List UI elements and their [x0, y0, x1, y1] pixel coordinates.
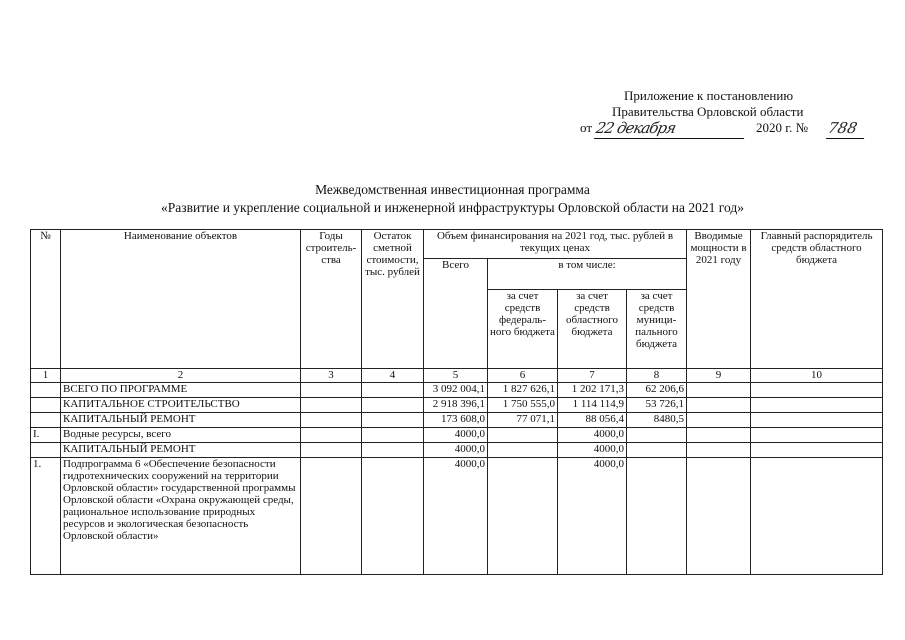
from-label: от: [580, 120, 593, 135]
appendix-line-1: Приложение к постановлению: [624, 88, 794, 103]
col-number: 8: [627, 369, 687, 383]
header-federal: за счет средств федераль-ного бюджета: [488, 290, 558, 369]
cell-name: Водные ресурсы, всего: [61, 428, 301, 443]
header-including: в том числе:: [488, 259, 687, 290]
cell-regional: 1 114 114,9: [558, 398, 627, 413]
col-number: 5: [424, 369, 488, 383]
cell-manager: [751, 458, 883, 575]
cell-total: 4000,0: [424, 428, 488, 443]
handwritten-date: 22 декабря: [594, 120, 748, 139]
appendix-line-2: Правительства Орловской области: [612, 104, 804, 119]
header-num: №: [31, 230, 61, 369]
col-number: 6: [488, 369, 558, 383]
cell-total: 4000,0: [424, 443, 488, 458]
cell-manager: [751, 383, 883, 398]
cell-num: [31, 398, 61, 413]
cell-municipal: [627, 428, 687, 443]
cell-federal: [488, 428, 558, 443]
cell-years: [301, 413, 362, 428]
cell-name: КАПИТАЛЬНОЕ СТРОИТЕЛЬСТВО: [61, 398, 301, 413]
col-number: 2: [61, 369, 301, 383]
col-number: 10: [751, 369, 883, 383]
header-capacity: Вводимые мощности в 2021 году: [687, 230, 751, 369]
cell-name: ВСЕГО ПО ПРОГРАММЕ: [61, 383, 301, 398]
cell-regional: 4000,0: [558, 428, 627, 443]
cell-regional: 1 202 171,3: [558, 383, 627, 398]
cell-remain: [362, 458, 424, 575]
cell-total: 3 092 004,1: [424, 383, 488, 398]
cell-years: [301, 443, 362, 458]
header-municipal: за счет средств муници-пального бюджета: [627, 290, 687, 369]
table-row: [31, 428, 883, 443]
cell-num: 1.: [31, 458, 61, 575]
table-row: [31, 458, 883, 575]
cell-total: 4000,0: [424, 458, 488, 575]
appendix-line-3: [560, 120, 860, 138]
cell-federal: 1 827 626,1: [488, 383, 558, 398]
cell-years: [301, 428, 362, 443]
cell-regional: 88 056,4: [558, 413, 627, 428]
cell-name: КАПИТАЛЬНЫЙ РЕМОНТ: [61, 443, 301, 458]
cell-remain: [362, 383, 424, 398]
table-row: [31, 383, 883, 398]
cell-federal: 77 071,1: [488, 413, 558, 428]
cell-remain: [362, 443, 424, 458]
cell-regional: 4000,0: [558, 443, 627, 458]
header-manager: Главный распорядитель средств областного бюджета: [751, 230, 883, 369]
col-number: 4: [362, 369, 424, 383]
col-number: 3: [301, 369, 362, 383]
cell-federal: [488, 443, 558, 458]
title-line-2: «Развитие и укрепление социальной и инженерной инфраструктуры Орловской области на 2021 год»: [161, 200, 744, 215]
cell-total: 2 918 396,1: [424, 398, 488, 413]
handwritten-number: 788: [826, 120, 868, 139]
cell-remain: [362, 398, 424, 413]
cell-years: [301, 398, 362, 413]
cell-municipal: 8480,5: [627, 413, 687, 428]
table-row: [31, 398, 883, 413]
cell-municipal: 62 206,6: [627, 383, 687, 398]
cell-remain: [362, 413, 424, 428]
cell-federal: [488, 458, 558, 575]
column-numbering-row: [31, 369, 883, 383]
cell-years: [301, 458, 362, 575]
cell-regional: 4000,0: [558, 458, 627, 575]
header-regional: за счет средств областного бюджета: [558, 290, 627, 369]
year-label: 2020 г. №: [756, 120, 809, 135]
cell-municipal: [627, 443, 687, 458]
cell-federal: 1 750 555,0: [488, 398, 558, 413]
header-remain: Остаток сметной стоимости, тыс. рублей: [362, 230, 424, 369]
appendix-block: [560, 88, 860, 138]
cell-manager: [751, 443, 883, 458]
cell-capacity: [687, 443, 751, 458]
header-years: Годы строитель-ства: [301, 230, 362, 369]
table-row: [31, 413, 883, 428]
program-table: [30, 229, 883, 575]
cell-capacity: [687, 413, 751, 428]
col-number: 7: [558, 369, 627, 383]
cell-total: 173 608,0: [424, 413, 488, 428]
title-line-1: Межведомственная инвестиционная программа: [315, 182, 590, 197]
cell-capacity: [687, 383, 751, 398]
header-name: Наименование объектов: [61, 230, 301, 369]
cell-num: [31, 383, 61, 398]
header-total: Всего: [424, 259, 488, 369]
cell-num: [31, 443, 61, 458]
cell-remain: [362, 428, 424, 443]
cell-manager: [751, 428, 883, 443]
table-row: [31, 443, 883, 458]
cell-municipal: 53 726,1: [627, 398, 687, 413]
cell-name: КАПИТАЛЬНЫЙ РЕМОНТ: [61, 413, 301, 428]
cell-capacity: [687, 428, 751, 443]
col-number: 9: [687, 369, 751, 383]
cell-name: Подпрограмма 6 «Обеспечение безопасности гидротехнических сооружений на территории Орловской области» государственной программы Орловской области «Охрана окружающей среды, рациональное использование природных ресурсов и экологическая безопасность Орловской области»: [61, 458, 301, 575]
cell-municipal: [627, 458, 687, 575]
cell-num: I.: [31, 428, 61, 443]
cell-num: [31, 413, 61, 428]
cell-manager: [751, 398, 883, 413]
cell-capacity: [687, 398, 751, 413]
col-number: 1: [31, 369, 61, 383]
cell-capacity: [687, 458, 751, 575]
cell-years: [301, 383, 362, 398]
document-title: [0, 181, 905, 217]
header-funding: Объем финансирования на 2021 год, тыс. рублей в текущих ценах: [424, 230, 687, 259]
cell-manager: [751, 413, 883, 428]
